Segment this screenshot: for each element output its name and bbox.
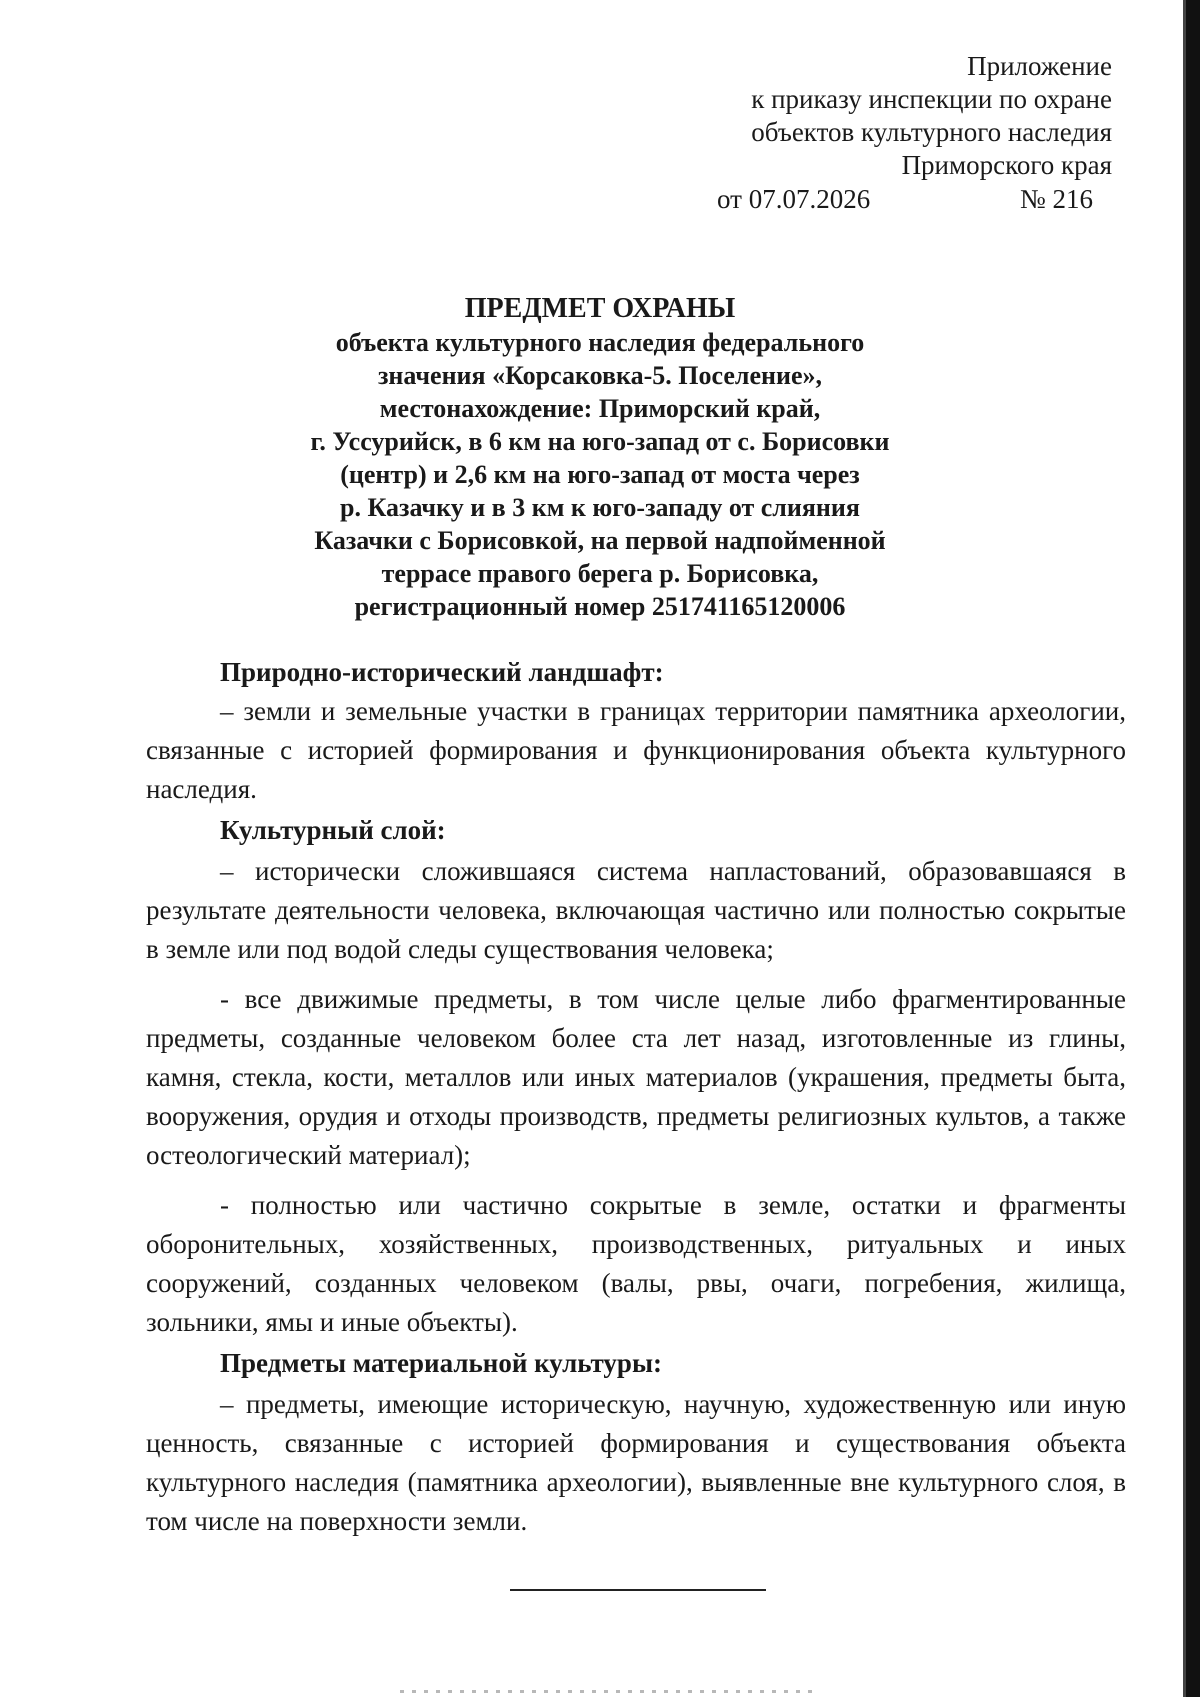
cultural-layer-item: - все движимые предметы, в том числе целые либо фрагментированные предметы, созданные человеком более ста лет назад, изготовленные из глины, камня, стекла, кости, металлов или иных материалов (украшения, предметы быта, вооружения, орудия и отходы производств, предметы религиозных культов, а также остеологический материал); bbox=[146, 984, 1126, 1170]
cultural-layer-item: – исторически сложившаяся система напластований, образовавшаяся в результате деятельности человека, включающая частично или полностью сокрытые в земле или под водой следы существования человека; bbox=[146, 856, 1126, 964]
end-divider bbox=[510, 1589, 766, 1591]
title-line: террасе правого берега р. Борисовка, bbox=[381, 559, 819, 588]
order-number: № 216 bbox=[1020, 184, 1094, 214]
landscape-item: – земли и земельные участки в границах территории памятника археологии, связанные с историей формирования и функционирования объекта культурного наследия. bbox=[146, 696, 1126, 804]
section-heading-cultural-layer: Культурный слой: bbox=[220, 815, 446, 845]
title-line: объекта культурного наследия федерального bbox=[335, 328, 865, 357]
scan-artifact bbox=[400, 1690, 820, 1693]
title-line: (центр) и 2,6 км на юго-запад от моста через bbox=[340, 460, 860, 489]
appendix-line-4: Приморского края bbox=[901, 150, 1112, 180]
appendix-line-3: объектов культурного наследия bbox=[751, 117, 1112, 147]
section-heading-landscape: Природно-исторический ландшафт: bbox=[220, 657, 664, 687]
order-date: от 07.07.2026 bbox=[717, 184, 871, 214]
title-main: ПРЕДМЕТ ОХРАНЫ bbox=[464, 293, 736, 324]
title-line: г. Уссурийск, в 6 км на юго-запад от с. Борисовки bbox=[310, 427, 890, 456]
title-line: Казачки с Борисовкой, на первой надпойменной bbox=[314, 526, 886, 555]
title-line: р. Казачку и в 3 км к юго-западу от слияния bbox=[340, 493, 860, 522]
scan-edge-bar bbox=[1186, 0, 1200, 1697]
title-line: значения «Корсаковка-5. Поселение», bbox=[377, 361, 823, 390]
title-line: местонахождение: Приморский край, bbox=[379, 394, 821, 423]
document-body bbox=[146, 653, 1126, 1541]
appendix-line-2: к приказу инспекции по охране bbox=[751, 84, 1112, 114]
cultural-layer-item: - полностью или частично сокрытые в земле, остатки и фрагменты оборонительных, хозяйственных, производственных, ритуальных и иных сооружений, созданных человеком (валы, рвы, очаги, погребения, жилища, зольники, ямы и иные объекты). bbox=[146, 1190, 1126, 1337]
appendix-header bbox=[592, 50, 1112, 182]
document-title bbox=[200, 292, 1000, 623]
appendix-line-1: Приложение bbox=[967, 51, 1112, 81]
section-heading-material-culture: Предметы материальной культуры: bbox=[220, 1348, 663, 1378]
material-culture-item: – предметы, имеющие историческую, научную, художественную или иную ценность, связанные с историей формирования и существования объекта культурного наследия (памятника археологии), выявленные вне культурного слоя, в том числе на поверхности земли. bbox=[146, 1389, 1126, 1536]
title-line: регистрационный номер 251741165120006 bbox=[354, 592, 846, 621]
